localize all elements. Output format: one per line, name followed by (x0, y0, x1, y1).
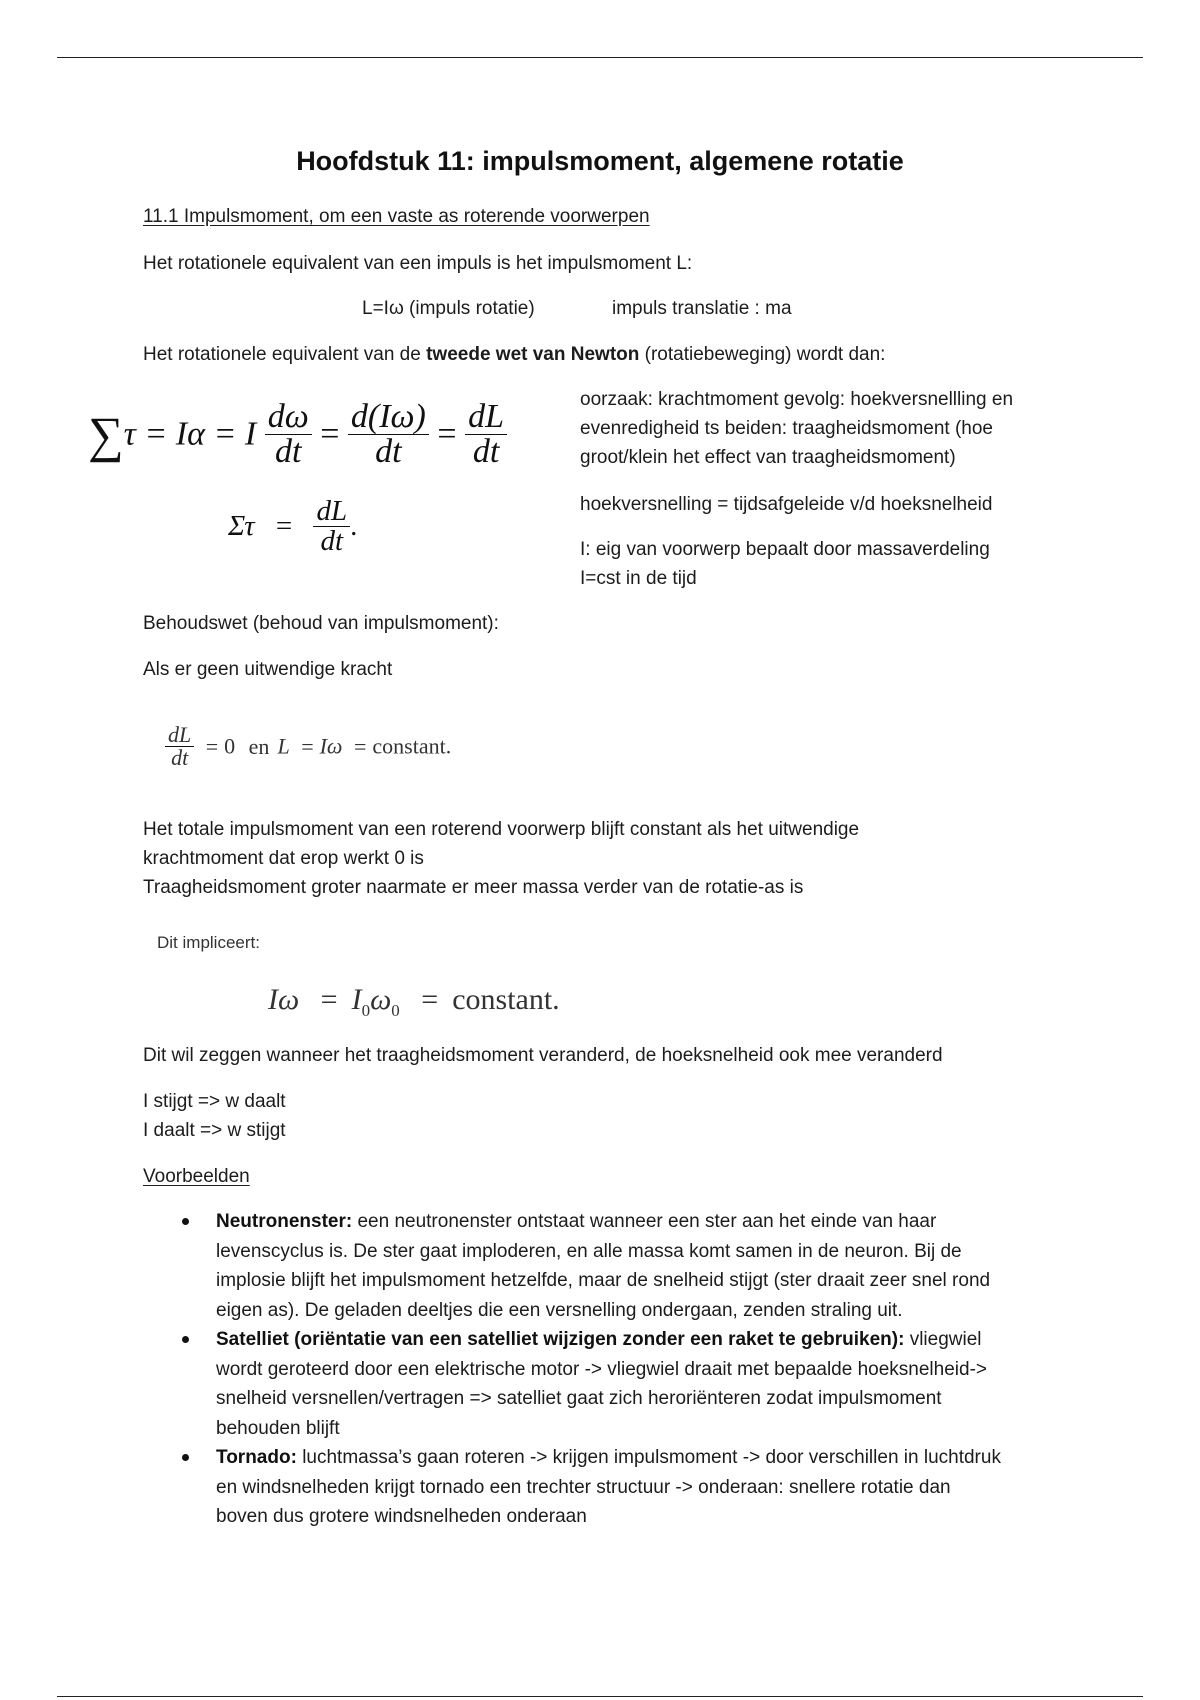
example-line: boven dus grotere windsnelheden onderaan (216, 1506, 587, 1527)
fraction-dL-dt (165, 724, 194, 769)
equals-sign: = (320, 415, 340, 453)
example-neutronenster (216, 1207, 1066, 1325)
example-line: en windsnelheden krijgt tornado een trechter structuur -> onderaan: snellere rotatie dan (216, 1476, 951, 1498)
top-rule (57, 57, 1143, 58)
equals-sign: = (353, 733, 367, 759)
intro-text: Het rotationele equivalent van een impuls is het impulsmoment L: (143, 253, 693, 274)
equals-sign: = (275, 510, 293, 542)
impuls-translatie: impuls translatie : ma (612, 298, 792, 319)
example-line (216, 1325, 1066, 1355)
zero: 0 (224, 733, 236, 759)
fraction-denominator: dt (375, 433, 402, 470)
example-text: vliegwiel (904, 1329, 982, 1350)
equation-implication (268, 985, 560, 1019)
bullet-icon (182, 1454, 189, 1461)
example-line: levenscyclus is. De ster gaat imploderen, en alle massa komt samen in de neuron. Bij de (216, 1240, 962, 1262)
var-L: L (277, 733, 290, 759)
equals-sign: = (437, 415, 457, 453)
constant-word: constant. (452, 983, 560, 1016)
behoudswet-text: Behoudswet (behoud van impulsmoment): (143, 613, 499, 634)
newton-paragraph (143, 340, 885, 369)
implicatie-text: Dit impliceert: (157, 933, 260, 952)
example-label: Neutronenster: (216, 1211, 353, 1232)
equals-sign: = (205, 733, 219, 759)
example-line: snelheid versnellen/vertragen => satelliet gaat zich heroriënteren zodat impulsmoment (216, 1388, 942, 1409)
stijgt-text: I stijgt => w daalt (143, 1091, 286, 1112)
example-line: wordt geroteerd door een elektrische motor -> vliegwiel draait met bepaalde hoeksnelheid-> (216, 1358, 987, 1380)
example-label: Satelliet (oriëntatie van een satelliet wijzigen zonder een raket te gebruiken): (216, 1329, 905, 1350)
section-heading: 11.1 Impulsmoment, om een vaste as roterende voorwerpen (143, 206, 650, 227)
eq1-left: τ = Iα = I (123, 415, 257, 453)
bullet-icon (182, 1218, 189, 1225)
equation-conservation (165, 724, 451, 769)
page-title: Hoofdstuk 11: impulsmoment, algemene rotatie (296, 146, 904, 176)
fraction-denominator: dt (274, 433, 302, 470)
example-text: een neutronenster ontstaat wanneer een ster aan het einde van haar (352, 1211, 937, 1232)
example-line: behouden blijft (216, 1417, 340, 1439)
fraction-domega-dt (265, 400, 312, 469)
bottom-rule (57, 1696, 1143, 1697)
example-satelliet (216, 1325, 1066, 1443)
fraction-denominator: dt (320, 525, 344, 557)
side-note-line: hoekversnelling = tijdsafgeleide v/d hoeksnelheid (580, 494, 993, 515)
fraction-dL-dt (465, 400, 507, 469)
equals-sign: = (301, 733, 314, 759)
newton-pre: Het rotationele equivalent van de (143, 344, 427, 365)
example-tornado (216, 1443, 1066, 1532)
fraction-dIomega-dt (348, 400, 429, 469)
voorbeelden-heading: Voorbeelden (143, 1166, 250, 1187)
equals-sign: = (421, 983, 439, 1016)
impuls-rotatie: L=Iω (impuls rotatie) (362, 298, 535, 319)
var-Iomega: Iω (268, 983, 300, 1016)
example-line: eigen as). De geladen deeltjes die een versnelling ondergaan, zenden straling uit. (216, 1299, 903, 1321)
totale-line: Traagheidsmoment groter naarmate er meer massa verder van de rotatie-as is (143, 877, 804, 898)
fraction-numerator: dL (165, 724, 194, 747)
subscript-zero: 0 (361, 1001, 371, 1020)
equation-torque-full (88, 400, 507, 469)
var-omega: ω (370, 983, 392, 1016)
sum-symbol: ∑ (88, 406, 124, 463)
side-note-line: evenredigheid ts beiden: traagheidsmoment (hoe (580, 418, 993, 439)
totale-line: Het totale impulsmoment van een roterend voorwerp blijft constant als het uitwendige (143, 819, 860, 840)
constant-word: constant. (372, 733, 452, 759)
betekenis-text: Dit wil zeggen wanneer het traagheidsmoment veranderd, de hoeksnelheid ook mee veranderd (143, 1045, 943, 1066)
newton-post: (rotatiebeweging) wordt dan: (639, 344, 886, 365)
side-note-line: oorzaak: krachtmoment gevolg: hoekversnellling en (580, 389, 1014, 410)
geen-kracht-text: Als er geen uitwendige kracht (143, 659, 393, 680)
fraction-numerator: d(Iω) (348, 400, 429, 435)
newton-bold: tweede wet van Newton (426, 344, 640, 365)
example-line (216, 1207, 1066, 1237)
example-line: implosie blijft het impulsmoment hetzelfde, maar de snelheid stijgt (ster draait zeer snel rond (216, 1270, 991, 1291)
totale-line: krachtmoment dat erop werkt 0 is (143, 848, 424, 869)
bullet-icon (182, 1336, 189, 1343)
fraction-denominator: dt (472, 433, 500, 470)
var-I: I (351, 983, 362, 1016)
var-Iomega: Iω (319, 733, 343, 759)
fraction-dL-dt (313, 497, 350, 556)
fraction-numerator: dω (265, 400, 312, 435)
period: . (350, 510, 358, 542)
daalt-text: I daalt => w stijgt (143, 1120, 286, 1141)
equals-sign: = (320, 983, 338, 1016)
fraction-numerator: dL (313, 497, 350, 527)
fraction-denominator: dt (171, 745, 189, 770)
subscript-zero: 0 (391, 1001, 400, 1020)
side-note-line: groot/klein het effect van traagheidsmoment) (580, 447, 956, 468)
side-note-line: I: eig van voorwerp bepaalt door massaverdeling (580, 539, 990, 560)
example-text: luchtmassa’s gaan roteren -> krijgen impulsmoment -> door verschillen in luchtdruk (296, 1447, 1001, 1468)
equation-torque-short (228, 497, 357, 556)
en-word: en (248, 733, 270, 759)
fraction-numerator: dL (465, 400, 507, 435)
example-label: Tornado: (216, 1447, 297, 1468)
eq2-left: Στ (228, 510, 255, 542)
example-line (216, 1443, 1066, 1473)
side-note-line: I=cst in de tijd (580, 568, 697, 589)
